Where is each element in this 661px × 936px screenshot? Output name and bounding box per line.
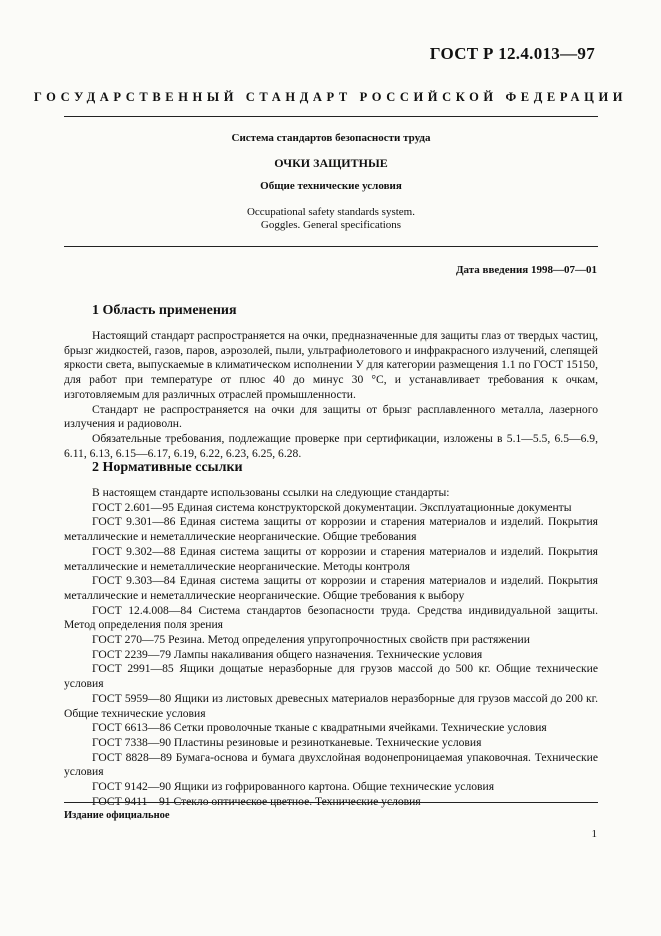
reference-item: ГОСТ 8828—89 Бумага-основа и бумага двухслойная водонепроницаемая упаковочная. Технические условия: [64, 750, 598, 779]
reference-item: ГОСТ 2239—79 Лампы накаливания общего назначения. Технические условия: [92, 647, 483, 661]
document-code: ГОСТ Р 12.4.013—97: [429, 44, 595, 63]
top-divider: [64, 116, 598, 117]
document-subtitle: Общие технические условия: [260, 180, 402, 192]
reference-item: ГОСТ 9411—91 Стекло оптическое цветное. Технические условия: [92, 794, 421, 808]
english-title: [64, 206, 598, 232]
footer-divider: [64, 802, 598, 803]
page-number: 1: [591, 828, 597, 840]
introduction-date: Дата введения 1998—07—01: [455, 264, 597, 276]
reference-item: ГОСТ 2991—85 Ящики дощатые неразборные для грузов массой до 500 кг. Общие технические условия: [64, 662, 598, 691]
reference-item: ГОСТ 9142—90 Ящики из гофрированного картона. Общие технические условия: [92, 780, 495, 794]
standards-system-line: Система стандартов безопасности труда: [231, 132, 431, 144]
section-1-paragraph: Обязательные требования, подлежащие проверке при сертификации, изложены в 5.1—5.5, 6.5—6.9, 6.11, 6.13, 6.15—6.17, 6.19, 6.22, 6.23, 6.25, 6.28.: [64, 431, 598, 460]
reference-item: ГОСТ 7338—90 Пластины резиновые и резинотканевые. Технические условия: [92, 735, 482, 749]
reference-item: ГОСТ 9.303—84 Единая система защиты от коррозии и старения материалов и изделий. Покрытия металлические и неметаллические неорганические. Общие требования к выбору: [64, 574, 598, 602]
reference-item: ГОСТ 9.302—88 Единая система защиты от коррозии и старения материалов и изделий. Покрытия металлические и неметаллические неорганические. Методы контроля: [64, 544, 598, 573]
section-1-paragraph: Стандарт не распространяется на очки для защиты от брызг расплавленного металла, лазерного излучения и радиоволн.: [64, 402, 598, 431]
document-title: ОЧКИ ЗАЩИТНЫЕ: [274, 156, 388, 170]
state-standard-title: ГОСУДАРСТВЕННЫЙ СТАНДАРТ РОССИЙСКОЙ ФЕДЕРАЦИИ: [33, 90, 628, 104]
reference-item: ГОСТ 2.601—95 Единая система конструкторской документации. Эксплуатационные документы: [92, 500, 572, 514]
reference-item: ГОСТ 5959—80 Ящики из листовых древесных материалов неразборные для грузов массой до 200 кг. Общие технические условия: [64, 691, 598, 720]
section-1-heading: 1 Область применения: [92, 303, 237, 318]
reference-item: ГОСТ 6613—86 Сетки проволочные тканые с квадратными ячейками. Технические условия: [92, 721, 547, 735]
section-2-body: [64, 486, 598, 809]
section-2-heading: 2 Нормативные ссылки: [92, 460, 243, 475]
section-1-body: [64, 329, 598, 461]
reference-item: ГОСТ 9.301—86 Единая система защиты от коррозии и старения материалов и изделий. Покрытия металлические и неметаллические неорганические. Общие требования: [64, 515, 598, 544]
reference-item: ГОСТ 12.4.008—84 Система стандартов безопасности труда. Средства индивидуальной защиты. Метод определения поля зрения: [64, 603, 598, 632]
reference-item: ГОСТ 270—75 Резина. Метод определения упругопрочностных свойств при растяжении: [92, 633, 530, 647]
english-title-line-2: Goggles. General specifications: [260, 219, 402, 231]
english-title-line-1: Occupational safety standards system.: [246, 206, 415, 218]
official-edition-label: Издание официальное: [64, 810, 170, 821]
section-1-paragraph: Настоящий стандарт распространяется на очки, предназначенные для защиты глаз от твердых частиц, брызг жидкостей, газов, паров, аэрозолей, пыли, ультрафиолетового и инфракрасного излучений, слепящей яркости света, выпускаемые в климатическом исполнении У для категории размещения 1.1 по ГОСТ 15150, для работ при температуре от плюс 40 до минус 30 °С, и устанавливает требования к очкам, изготовляемым для различных отраслей промышленности.: [64, 329, 598, 401]
title-divider: [64, 246, 598, 247]
references-lead: В настоящем стандарте использованы ссылки на следующие стандарты:: [92, 486, 450, 499]
